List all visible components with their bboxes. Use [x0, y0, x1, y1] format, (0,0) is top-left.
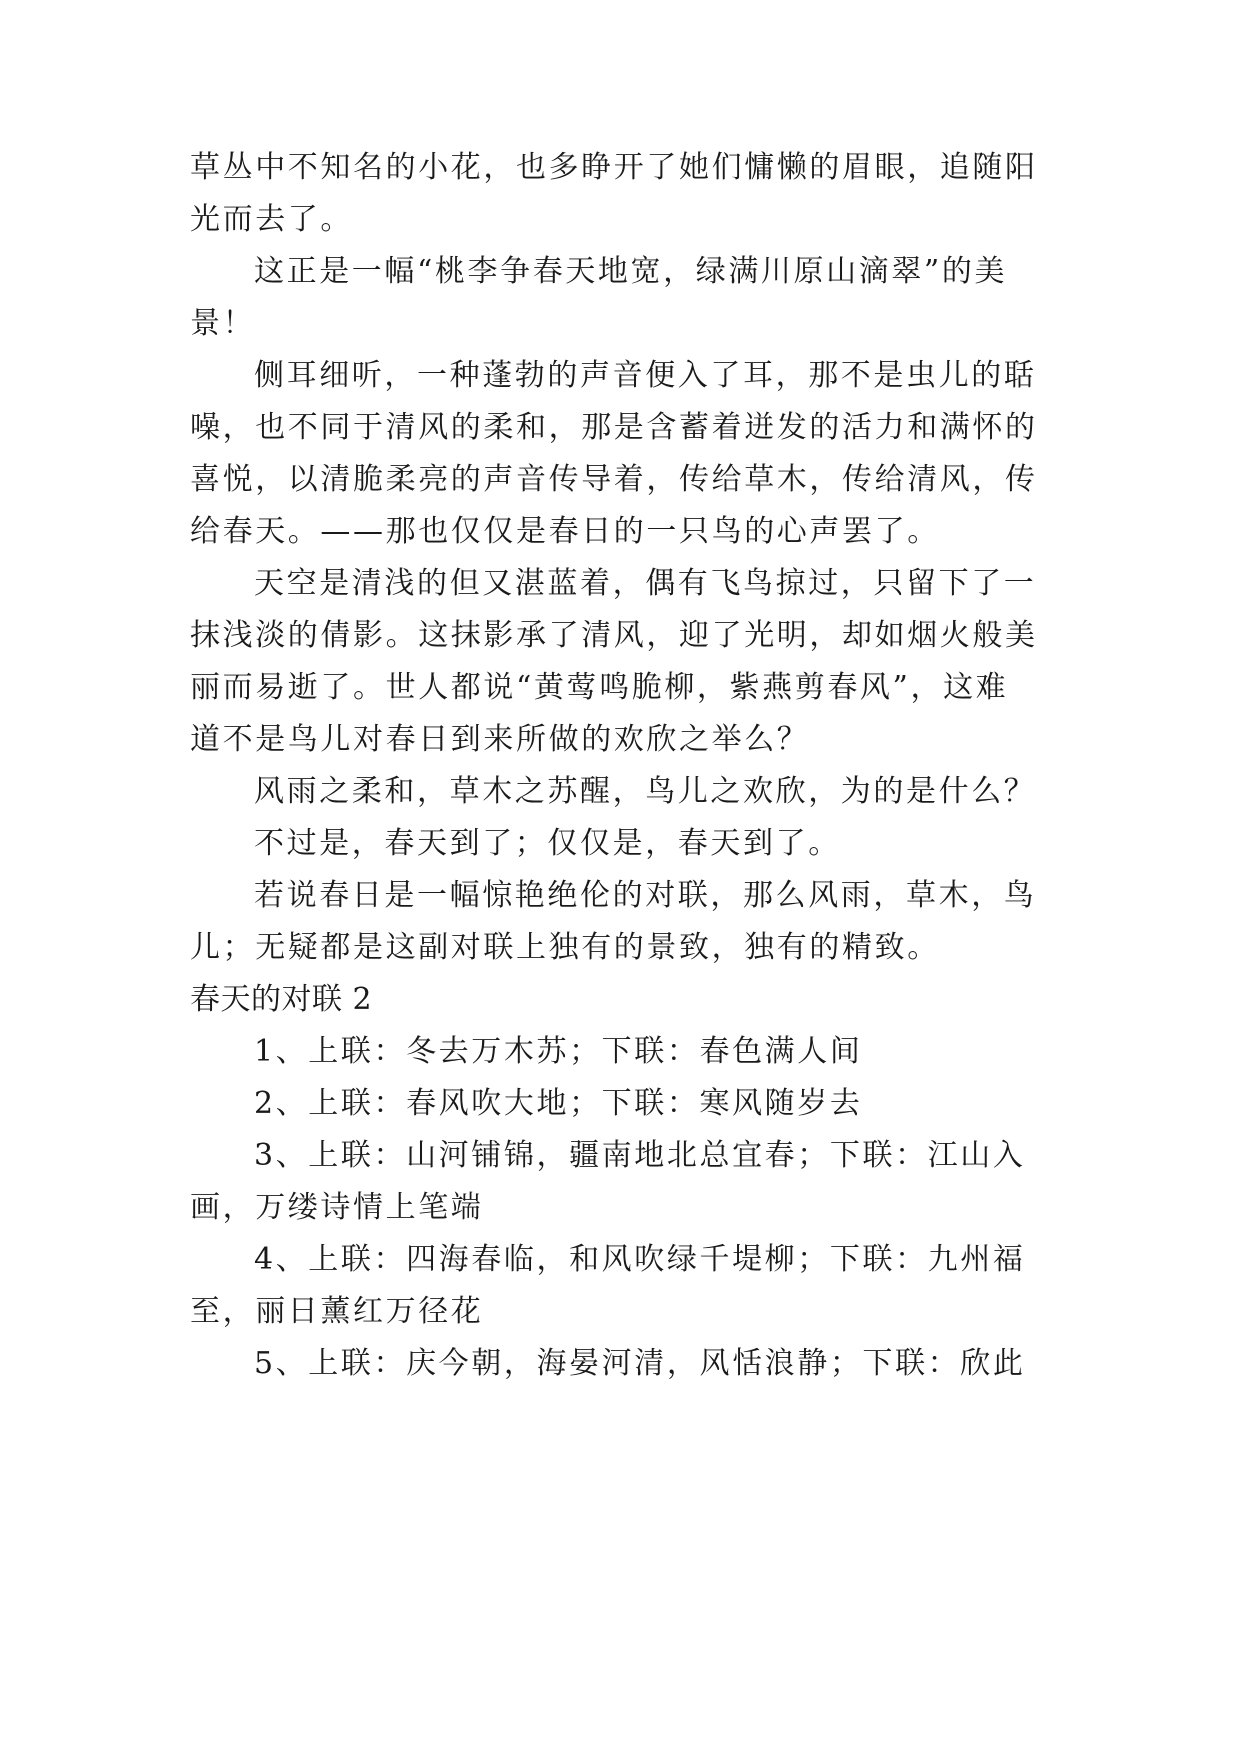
list-item: 1、上联：冬去万木苏；下联：春色满人间 [254, 1034, 863, 1069]
text-line: 侧耳细听，一种蓬勃的声音便入了耳，那不是虫儿的聒 [254, 358, 1037, 393]
list-item: 2、上联：春风吹大地；下联：寒风随岁去 [254, 1086, 863, 1121]
text-line: 草丛中不知名的小花，也多睁开了她们慵懒的眉眼，追随阳 [190, 150, 1038, 185]
text-line: 不过是，春天到了；仅仅是，春天到了。 [254, 826, 841, 861]
section-heading: 春天的对联 2 [190, 982, 373, 1017]
list-item-continuation: 至，丽日薰红万径花 [190, 1294, 484, 1329]
text-line: 光而去了。 [190, 202, 353, 237]
text-line: 风雨之柔和，草木之苏醒，鸟儿之欢欣，为的是什么？ [254, 774, 1037, 809]
text-line: 天空是清浅的但又湛蓝着，偶有飞鸟掠过，只留下了一 [254, 566, 1037, 601]
list-item-continuation: 画，万缕诗情上笔端 [190, 1190, 484, 1225]
text-line: 这正是一幅“桃李争春天地宽，绿满川原山滴翠”的美 [254, 254, 1008, 289]
text-line: 给春天。——那也仅仅是春日的一只鸟的心声罢了。 [190, 514, 940, 549]
text-line: 儿；无疑都是这副对联上独有的景致，独有的精致。 [190, 930, 940, 965]
text-line: 噪，也不同于清风的柔和，那是含蓄着迸发的活力和满怀的 [190, 410, 1038, 445]
text-line: 喜悦，以清脆柔亮的声音传导着，传给草木，传给清风，传 [190, 462, 1038, 497]
list-item: 4、上联：四海春临，和风吹绿千堤柳；下联：九州福 [254, 1242, 1026, 1277]
list-item: 3、上联：山河铺锦，疆南地北总宜春；下联：江山入 [254, 1138, 1026, 1173]
text-line: 景！ [190, 306, 256, 341]
text-line: 若说春日是一幅惊艳绝伦的对联，那么风雨，草木，鸟 [254, 878, 1037, 913]
text-line: 丽而易逝了。世人都说“黄莺鸣脆柳，紫燕剪春风”，这难 [190, 670, 1009, 705]
list-item: 5、上联：庆今朝，海晏河清，风恬浪静；下联：欣此 [254, 1346, 1026, 1381]
text-line: 道不是鸟儿对春日到来所做的欢欣之举么？ [190, 722, 810, 757]
text-line: 抹浅淡的倩影。这抹影承了清风，迎了光明，却如烟火般美 [190, 618, 1038, 653]
